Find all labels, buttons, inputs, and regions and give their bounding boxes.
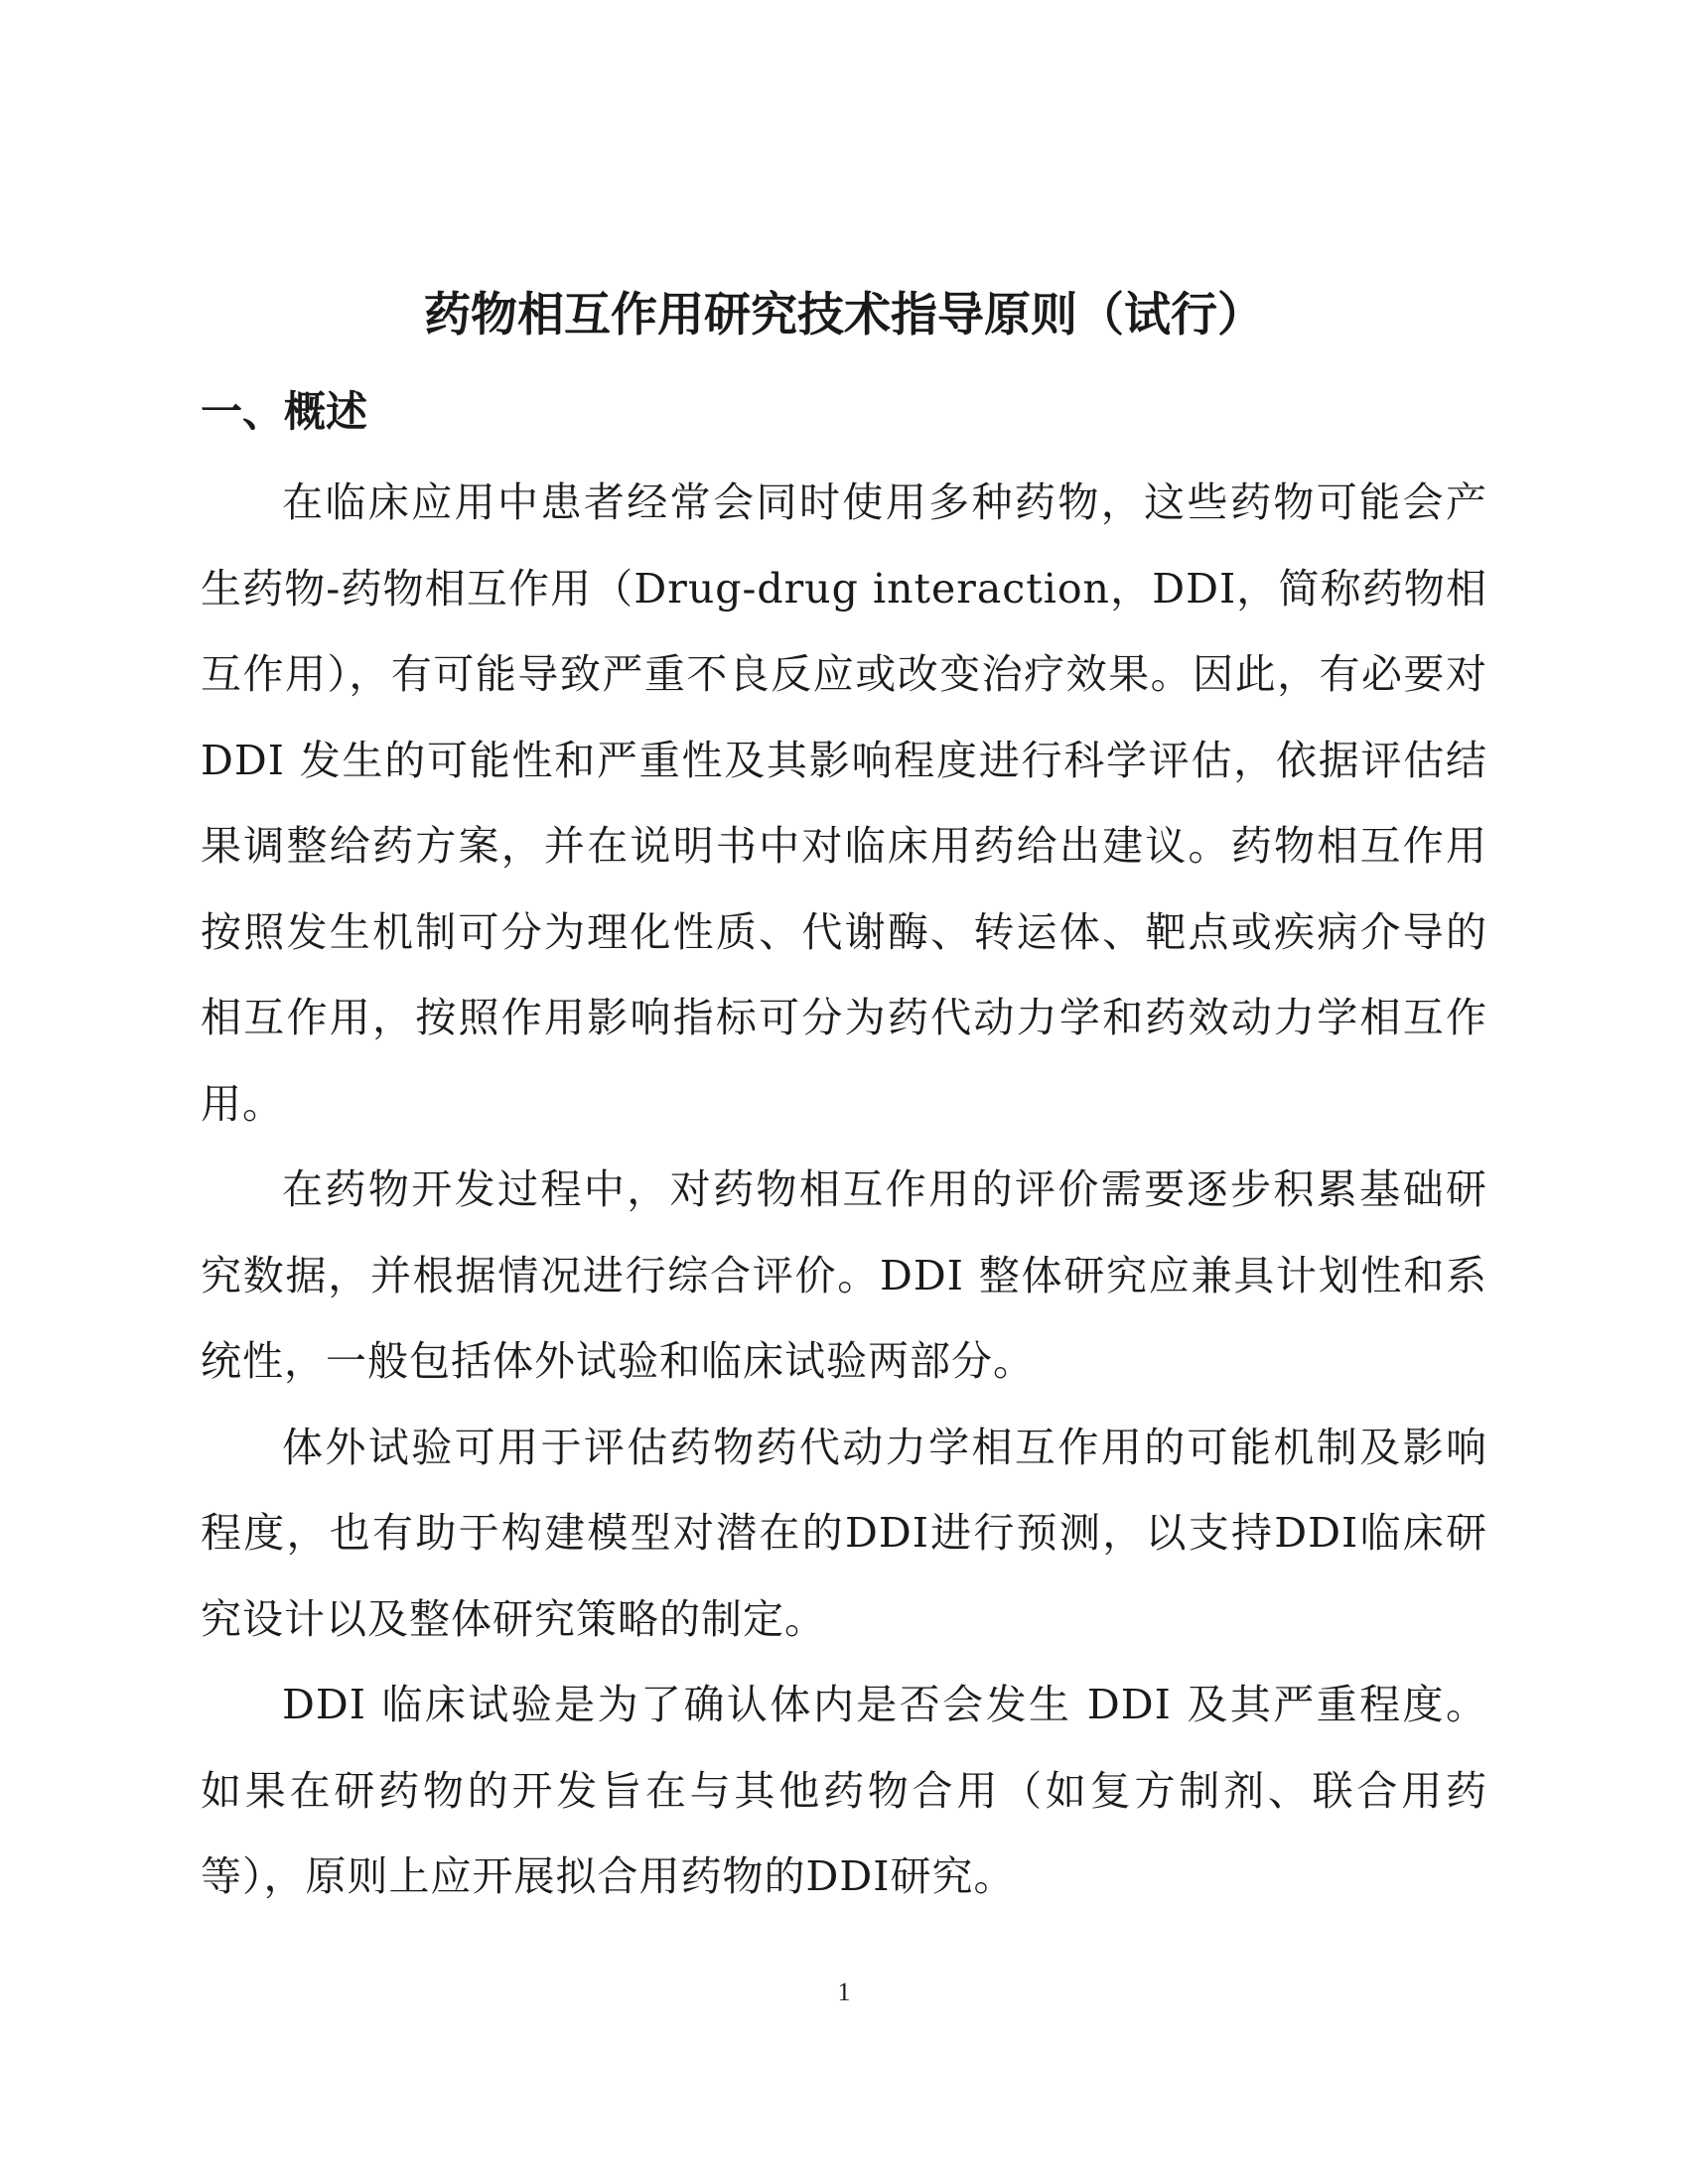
section-heading: 一、概述 xyxy=(201,387,368,436)
paragraph: DDI 临床试验是为了确认体内是否会发生 DDI 及其严重程度。如果在研药物的开发旨在与其他药物合用（如复方制剂、联合用药等），原则上应开展拟合用药物的DDI研究。 xyxy=(201,1681,1487,1900)
paragraph: 在药物开发过程中，对药物相互作用的评价需要逐步积累基础研究数据，并根据情况进行综合评价。DDI 整体研究应兼具计划性和系统性，一般包括体外试验和临床试验两部分。 xyxy=(201,1165,1487,1385)
body-text xyxy=(201,460,1487,1920)
paragraph: 在临床应用中患者经常会同时使用多种药物，这些药物可能会产生药物-药物相互作用（Drug-drug interaction，DDI，简称药物相互作用），有可能导致严重不良反应或改变治疗效果。因此，有必要对DDI 发生的可能性和严重性及其影响程度进行科学评估，依据评估结果调整给药方案，并在说明书中对临床用药给出建议。药物相互作用按照发生机制可分为理化性质、代谢酶、转运体、靶点或疾病介导的相互作用，按照作用影响指标可分为药代动力学和药效动力学相互作用。 xyxy=(201,478,1487,1128)
page-number: 1 xyxy=(837,1978,851,2006)
document-title: 药物相互作用研究技术指导原则（试行） xyxy=(424,288,1264,342)
paragraph: 体外试验可用于评估药物药代动力学相互作用的可能机制及影响程度，也有助于构建模型对潜在的DDI进行预测，以支持DDI临床研究设计以及整体研究策略的制定。 xyxy=(201,1423,1487,1643)
